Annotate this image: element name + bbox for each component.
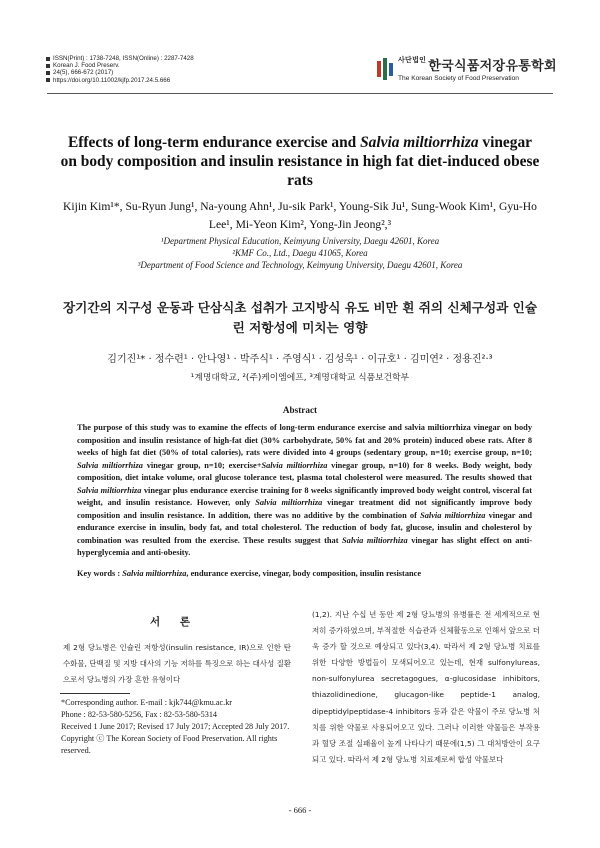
abstract-heading: Abstract bbox=[282, 405, 318, 415]
korean-author-list: 김기진¹* · 정수련¹ · 안나영¹ · 박주식¹ · 주영식¹ · 김성욱¹ · 이규호¹ · 김미연² · 정용진²·³ bbox=[107, 354, 493, 365]
bullet-square-icon bbox=[46, 64, 50, 68]
society-name-en: The Korean Society of Food Preservation bbox=[398, 75, 519, 82]
footnotes bbox=[61, 697, 292, 757]
bullet-square-icon bbox=[46, 78, 50, 82]
footnote-divider bbox=[60, 693, 130, 694]
affiliation: ¹Department Physical Education, Keimyung University, Daegu 42601, Korea bbox=[160, 236, 440, 246]
society-name-kr: 한국식품저장유통학회 bbox=[428, 58, 557, 73]
corresponding-author: *Corresponding author. E-mail : kjk744@kmu.ac.kr bbox=[61, 698, 233, 707]
body-column-right: (1,2). 지난 수십 년 동안 제 2형 당뇨병의 유병률은 전 세계적으로 현저히 증가하였으며, 부적절한 식습관과 신체활동으로 인해서 앞으로 더욱 증가 할 것으로 예상되고 있다(3,4). 따라서 제 2형 당뇨병 치료를 위한 다양한 방법들이 모색되어오고 있는데, 현재 sulfonylureas, non-sulfonylurea secretagogues, α-glucosidase inhibitors, thiazolidinedione, glucagon-like peptide-1 analog, dipeptidylpeptidase-4 inhibitors 등과 같은 약물이 주로 당뇨병 처치를 위한 약물로 사용되어오고 있다. 그러나 이러한 약물들은 부작용과 혈당 조절 실패율이 높게 나타나기 때문에(1,5) 그 대처방안이 요구되고 있다. 따라서 제 2형 당뇨병 치료제로써 합성 약물보다 bbox=[312, 610, 540, 764]
paper-title bbox=[60, 133, 540, 190]
body-column-left: 제 2형 당뇨병은 인슐린 저항성(insulin resistance, IR)으로 인한 탄수화물, 단백질 및 지방 대사의 기능 저하를 특징으로 하는 대사성 질환으로서 당뇨병의 가장 흔한 유형이다 bbox=[63, 643, 291, 685]
abstract-body: The purpose of this study was to examine the effects of long-term endurance exercise and salvia miltiorrhiza vinegar on body composition and insulin resistance of high-fat diet (30% carbohydrate, 50% fat and 20% protein) induced obese rats. After 8 weeks of high fat diet (50% of total calories), rats were divided into 4 groups (sedentary group, n=10; exercise group, n=10; Salvia miltiorrhiza vinegar group, n=10; exercise+Salvia miltiorrhiza vinegar group, n=10) for 8 weeks. Body weight, body composition, diet intake volume, oral glucose tolerance test, plasma total cholesterol were measured. The results showed that Salvia miltiorrhiza vinegar plus endurance exercise training for 8 weeks significantly improved body weight control, visceral fat weight, and insulin resistance. However, only Salvia miltiorrhiza vinegar treatment did not significantly improve body composition and insulin resistance. In addition, there was no additive by the combination of Salvia miltiorrhiza vinegar and endurance exercise in insulin, body fat, and total cholesterol. The reduction of body fat, glucose, insulin and cholesterol by combination was resulted from the exercise. These results suggest that Salvia miltiorrhiza vinegar has slight effect on anti-hyperglycemia and anti-obesity. bbox=[77, 423, 533, 558]
meta-issn: ISSN(Print) : 1738-7248, ISSN(Online) : 2287-7428 bbox=[53, 55, 194, 62]
society-prefix: 사단법인 bbox=[398, 57, 427, 64]
meta-line bbox=[46, 77, 194, 84]
bullet-square-icon bbox=[46, 71, 50, 75]
affiliation: ³Department of Food Science and Technology, Keimyung University, Daegu 42601, Korea bbox=[137, 260, 463, 270]
contact-phone: Phone : 82-53-580-5256, Fax : 82-53-580-5314 bbox=[61, 710, 218, 720]
affiliations bbox=[60, 235, 540, 271]
meta-journal: Korean J. Food Preserv. bbox=[53, 62, 120, 70]
author-list: Kijin Kim¹*, Su-Ryun Jung¹, Na-young Ahn¹, Ju-sik Park¹, Young-Sik Ju¹, Sung-Wook Kim¹, Gyu-Ho Lee¹, Mi-Yeon Kim², Yong-Jin Jeong²,³ bbox=[63, 200, 537, 231]
meta-doi[interactable]: https://doi.org/10.11002/kjfp.2017.24.5.666 bbox=[53, 76, 171, 84]
section-heading-introduction: 서 론 bbox=[150, 616, 198, 628]
received-dates: Received 1 June 2017; Revised 17 July 2017; Accepted 28 July 2017. bbox=[61, 722, 290, 732]
meta-line bbox=[46, 55, 194, 62]
title-text: vinegar on body composition and insulin resistance in high fat diet-induced obese rats bbox=[60, 134, 540, 189]
meta-line bbox=[46, 69, 194, 76]
society-logo bbox=[376, 55, 557, 82]
society-name bbox=[398, 55, 557, 82]
journal-meta bbox=[46, 55, 194, 84]
meta-volume: 24(5), 666-672 (2017) bbox=[53, 69, 114, 77]
title-text: Effects of long-term endurance exercise and bbox=[68, 134, 361, 151]
header-divider bbox=[47, 93, 553, 94]
meta-line bbox=[46, 62, 194, 69]
korean-affiliations: ¹계명대학교, ²(주)케이엠에프, ³계명대학교 식품보건학부 bbox=[190, 373, 410, 383]
korean-title: 장기간의 지구성 운동과 단삼식초 섭취가 고지방식 유도 비만 흰 쥐의 신체구성과 인슐린 저항성에 미치는 영향 bbox=[62, 300, 538, 335]
copyright: Copyright ⓒ The Korean Society of Food Preservation. All rights reserved. bbox=[61, 734, 278, 756]
keywords: Key words : Salvia miltiorrhiza, endurance exercise, vinegar, body composition, insulin resistance bbox=[77, 569, 422, 578]
page-number: - 666 - bbox=[288, 805, 312, 815]
society-emblem-icon bbox=[376, 57, 394, 81]
bullet-square-icon bbox=[46, 57, 50, 61]
title-italic: Salvia miltiorrhiza bbox=[360, 134, 479, 151]
affiliation: ²KMF Co., Ltd., Daegu 41065, Korea bbox=[232, 248, 368, 258]
